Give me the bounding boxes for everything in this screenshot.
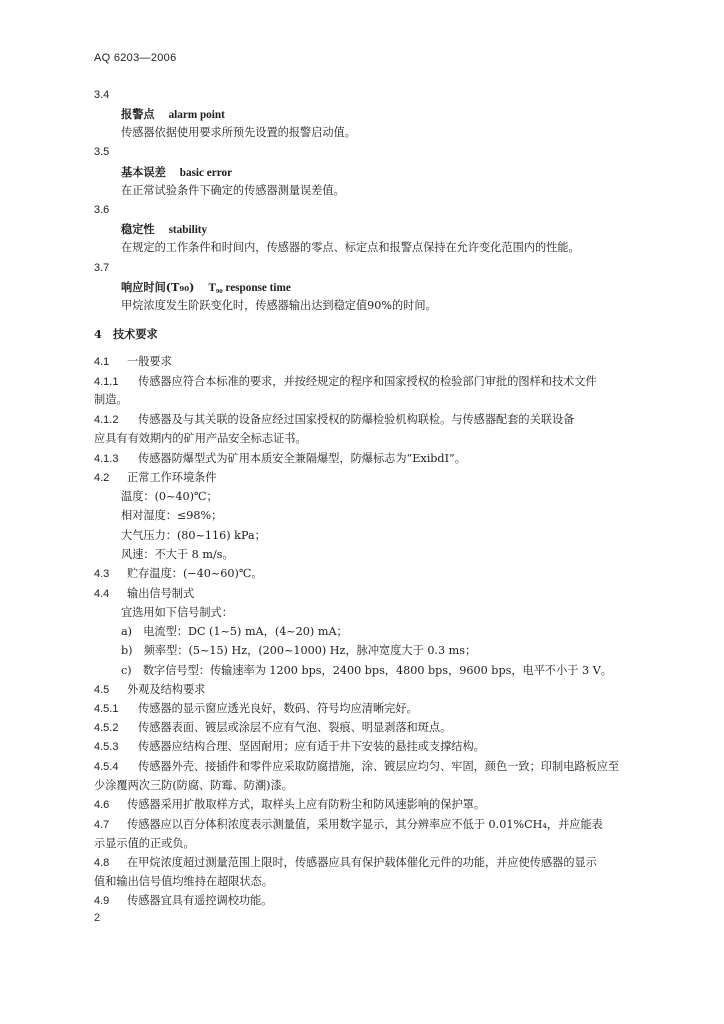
clause-text: c) 数字信号型：传输速率为 1200 bps，2400 bps，4800 bps，9600 bps，电平不小于 3 V。 (121, 664, 612, 677)
section-title: 4 技术要求 (94, 327, 158, 341)
clause-text: 示显示值的正或负。 (94, 837, 195, 850)
clause-text: 贮存温度：(−40~60)℃。 (127, 567, 263, 580)
clause-text: 正常工作环境条件 (127, 471, 217, 484)
clause-number: 4.4 (94, 588, 110, 600)
clause-text: 传感器应符合本标准的要求，并按经规定的程序和国家授权的检验部门审批的图样和技术文件 (138, 375, 597, 388)
clause-text: 少涂覆两次三防(防腐、防霉、防潮)漆。 (94, 779, 293, 792)
definition-number: 3.4 (94, 89, 110, 101)
term-zh: 报警点 (121, 107, 155, 121)
term-en: stability (168, 224, 208, 236)
clause-number: 4.8 (94, 857, 110, 869)
term-zh: 基本误差 (121, 165, 166, 179)
clause-text: 传感器外壳、接插件和零件应采取防腐措施，涂、镀层应均匀、牢固，颜色一致；印制电路板应至 (138, 760, 620, 773)
definition-term (121, 222, 207, 237)
clause-text: 一般要求 (127, 355, 172, 368)
clause-text: 值和输出信号值均维持在超限状态。 (94, 875, 274, 888)
clause-number: 4.1 (94, 356, 110, 368)
clause-text: 传感器的显示窗应透光良好，数码、符号均应清晰完好。 (138, 702, 418, 715)
clause-text: 风速：不大于 8 m/s。 (121, 548, 234, 561)
definition-text: 甲烷浓度发生阶跃变化时，传感器输出达到稳定值90%的时间。 (121, 299, 437, 312)
clause-number: 4.9 (94, 895, 110, 907)
clause-number: 4.5.2 (94, 722, 119, 734)
definition-term (121, 107, 225, 122)
clause-text: 传感器及与其关联的设备应经过国家授权的防爆检验机构联检。与传感器配套的关联设备 (138, 413, 575, 426)
clause-text: 传感器应以百分体积浓度表示测量值，采用数字显示，其分辨率应不低于 0.01%CH₄，并应能表 (127, 818, 603, 831)
clause-number: 4.5.4 (94, 761, 119, 773)
clause-text: 传感器防爆型式为矿用本质安全兼隔爆型，防爆标志为“ExibdⅠ”。 (138, 452, 466, 465)
clause-number: 4.7 (94, 819, 110, 831)
clause-text: 宜选用如下信号制式： (121, 606, 233, 619)
clause-number: 4.1.1 (94, 376, 119, 388)
clause-text: 外观及结构要求 (127, 683, 206, 696)
definition-number: 3.6 (94, 204, 110, 216)
clause-number: 4.1.2 (94, 414, 119, 426)
clause-text: a) 电流型：DC (1~5) mA，(4~20) mA； (121, 625, 348, 638)
clause-number: 4.5.3 (94, 741, 119, 753)
definition-number: 3.5 (94, 146, 110, 158)
clause-number: 4.5 (94, 684, 110, 696)
clause-text: 大气压力：(80~116) kPa； (121, 529, 266, 542)
clause-text: 传感器表面、镀层或涂层不应有气泡、裂痕、明显剥落和斑点。 (138, 721, 452, 734)
clause-text: 传感器应结构合理、坚固耐用；应有适于井下安装的悬挂或支撑结构。 (138, 740, 485, 753)
clause-text: 在甲烷浓度超过测量范围上限时，传感器应具有保护载体催化元件的功能，并应使传感器的显示 (127, 856, 597, 869)
clause-text: 制造。 (94, 393, 128, 406)
term-en: T₉₀ response time (208, 282, 291, 294)
definition-number: 3.7 (94, 262, 110, 274)
clause-text: 传感器宜具有遥控调校功能。 (127, 894, 273, 907)
definition-term (121, 280, 291, 295)
clause-text: 相对湿度：≤98%； (121, 509, 223, 522)
clause-text: 传感器采用扩散取样方式，取样头上应有防粉尘和防风速影响的保护罩。 (127, 798, 486, 811)
term-en: alarm point (168, 109, 225, 121)
clause-number: 4.2 (94, 472, 110, 484)
clause-number: 4.3 (94, 568, 110, 580)
clause-text: 输出信号制式 (127, 587, 195, 600)
clause-text: b) 频率型：(5~15) Hz，(200~1000) Hz，脉冲宽度大于 0.3 ms； (121, 644, 477, 657)
definition-text: 传感器依据使用要求所预先设置的报警启动值。 (121, 126, 356, 139)
term-en: basic error (179, 167, 233, 179)
definition-text: 在正常试验条件下确定的传感器测量误差值。 (121, 184, 345, 197)
page-number: 2 (94, 912, 101, 924)
clause-text: 应具有有效期内的矿用产品安全标志证书。 (94, 432, 307, 445)
clause-number: 4.6 (94, 799, 110, 811)
clause-number: 4.5.1 (94, 703, 119, 715)
clause-text: 温度：(0~40)℃； (121, 490, 218, 503)
term-zh: 稳定性 (121, 222, 155, 236)
definition-text: 在规定的工作条件和时间内，传感器的零点、标定点和报警点保持在允许变化范围内的性能。 (121, 241, 580, 254)
term-zh: 响应时间(T₉₀) (121, 280, 195, 294)
standard-code: AQ 6203—2006 (94, 52, 177, 64)
definition-term (121, 165, 232, 180)
clause-number: 4.1.3 (94, 453, 119, 465)
